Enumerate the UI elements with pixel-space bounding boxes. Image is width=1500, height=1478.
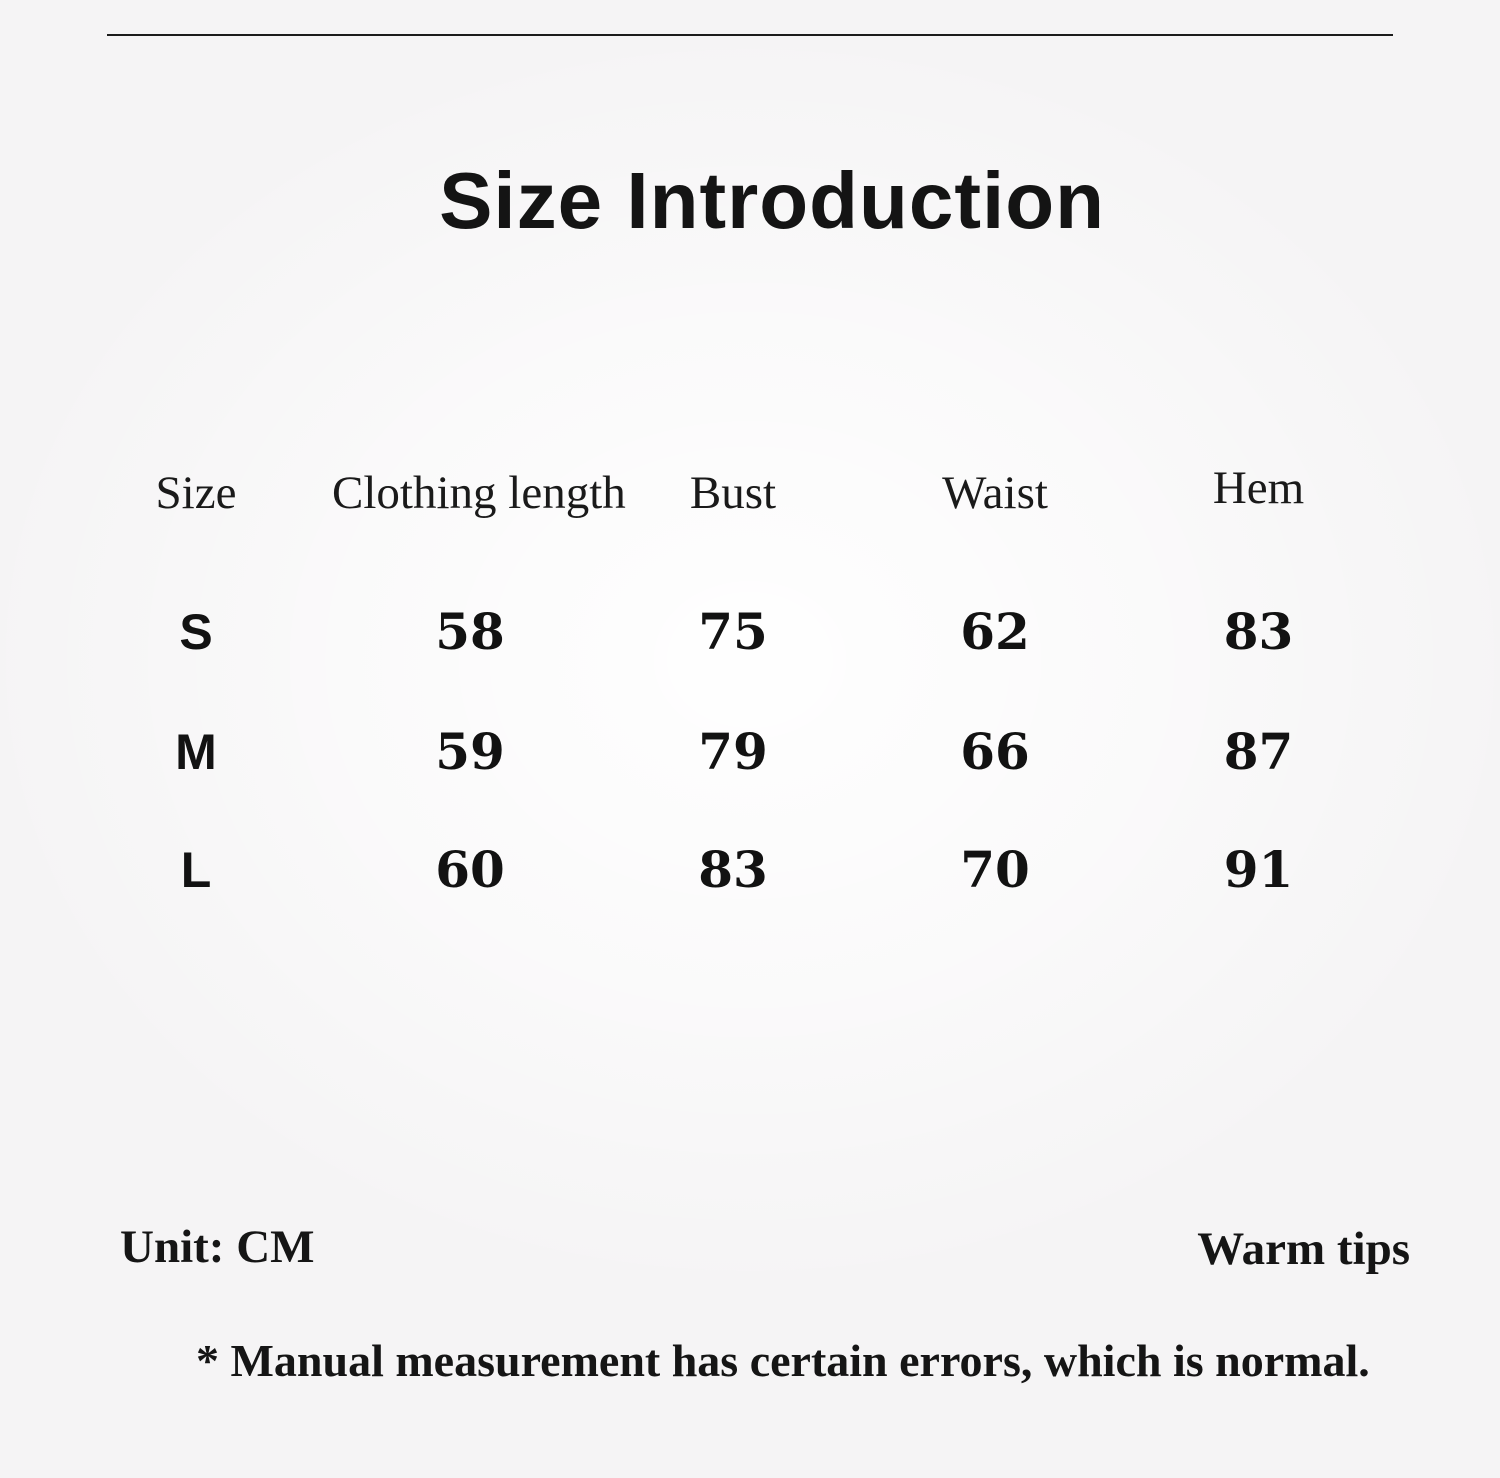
hem-cell: 83 xyxy=(1223,602,1294,661)
bust-cell: 75 xyxy=(698,602,768,661)
waist-cell: 66 xyxy=(960,722,1030,781)
hem-cell: 91 xyxy=(1223,840,1294,899)
hem-cell: 87 xyxy=(1223,722,1294,781)
column-header-size: Size xyxy=(155,467,237,519)
measurement-note: * Manual measurement has certain errors, which is normal. xyxy=(196,1335,1370,1386)
table-row-s xyxy=(60,602,1385,661)
page-title: Size Introduction xyxy=(439,156,1105,245)
column-header-hem: Hem xyxy=(1212,462,1305,514)
clothing-length-cell: 60 xyxy=(435,840,505,899)
column-header-bust: Bust xyxy=(689,467,777,519)
size-cell: M xyxy=(175,724,217,780)
bust-cell: 79 xyxy=(698,722,768,781)
unit-label: Unit: CM xyxy=(120,1221,315,1273)
size-cell: S xyxy=(179,604,213,660)
waist-cell: 62 xyxy=(960,602,1030,661)
size-cell: L xyxy=(180,842,212,898)
table-row-m xyxy=(60,722,1385,781)
table-row-l xyxy=(60,840,1385,899)
warm-tips-label: Warm tips xyxy=(1197,1223,1410,1275)
size-table-header-row xyxy=(60,462,1385,519)
column-header-waist: Waist xyxy=(942,467,1048,519)
column-header-clothing-length: Clothing length xyxy=(332,467,626,519)
top-divider xyxy=(107,34,1393,36)
clothing-length-cell: 59 xyxy=(435,722,505,781)
waist-cell: 70 xyxy=(960,840,1030,899)
clothing-length-cell: 58 xyxy=(435,602,505,661)
bust-cell: 83 xyxy=(698,840,768,899)
